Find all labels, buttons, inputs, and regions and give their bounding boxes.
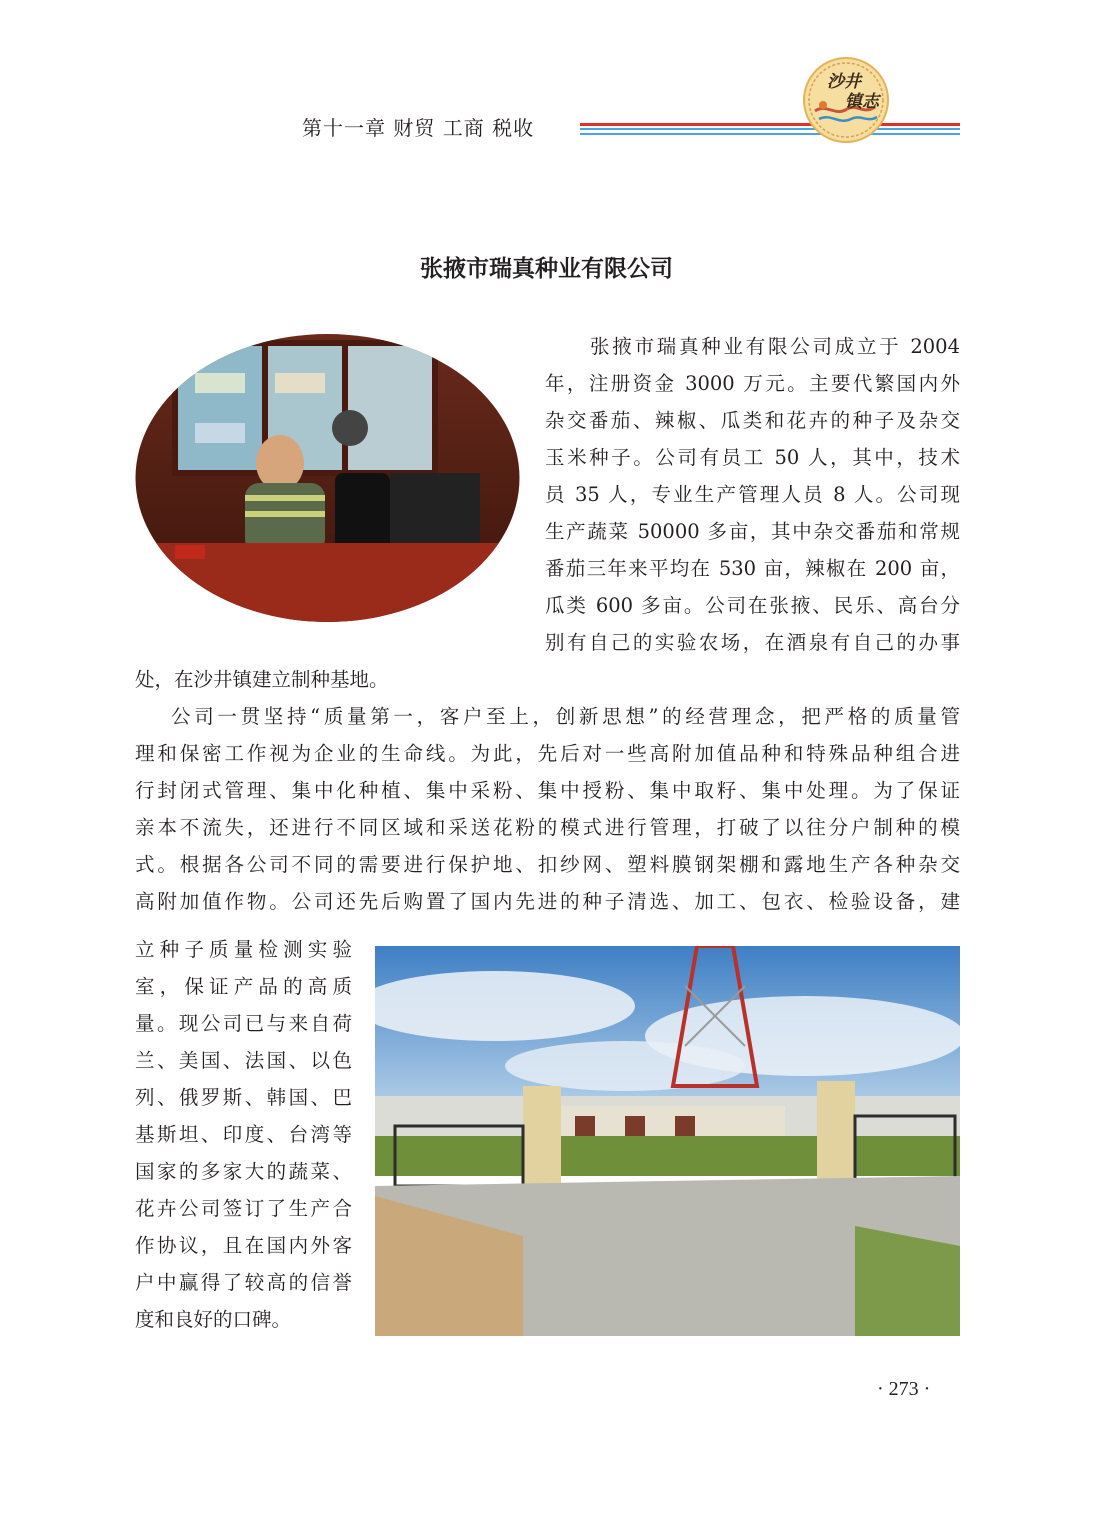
- office-photo: [135, 333, 520, 623]
- paragraph-2-line-7: 立种子质量检测实验: [135, 938, 352, 961]
- paragraph-2-line-1: 公司一贯坚持“质量第一，客户至上，创新思想”的经营理念，把严格的质量管: [171, 705, 960, 728]
- paragraph-1-line-4: 玉米种子。公司有员工 50 人，其中，技术: [545, 446, 960, 469]
- company-gate-photo: [375, 946, 960, 1336]
- paragraph-2-line-10: 兰、美国、法国、以色: [135, 1049, 352, 1072]
- paragraph-1-line-6: 生产蔬菜 50000 多亩，其中杂交番茄和常规: [545, 520, 960, 543]
- paragraph-1-line-3: 杂交番茄、辣椒、瓜类和花卉的种子及杂交: [545, 409, 960, 432]
- paragraph-1-line-5: 员 35 人，专业生产管理人员 8 人。公司现: [545, 483, 960, 506]
- paragraph-2-line-13: 国家的多家大的蔬菜、: [135, 1160, 352, 1183]
- paragraph-2-line-15: 作协议，且在国内外客: [135, 1234, 352, 1257]
- chapter-header: 第十一章 财贸 工商 税收: [302, 116, 535, 140]
- page-number: · 273 ·: [877, 1378, 931, 1400]
- paragraph-1-line-1: 张掖市瑞真种业有限公司成立于 2004: [590, 335, 960, 358]
- paragraph-1-line-10: 处，在沙井镇建立制种基地。: [135, 668, 389, 691]
- paragraph-2-line-17: 度和良好的口碑。: [135, 1308, 292, 1331]
- paragraph-1-line-8: 瓜类 600 多亩。公司在张掖、民乐、高台分: [545, 594, 960, 617]
- header-rule-blue-lower: [580, 133, 960, 135]
- paragraph-1-line-2: 年，注册资金 3000 万元。主要代繁国内外: [545, 372, 960, 395]
- paragraph-2-line-5: 式。根据各公司不同的需要进行保护地、扣纱网、塑料膜钢架棚和露地生产各种杂交: [135, 853, 960, 876]
- header-rule-red: [580, 123, 960, 126]
- paragraph-2-line-12: 基斯坦、印度、台湾等: [135, 1123, 352, 1146]
- paragraph-2-line-4: 亲本不流失，还进行不同区域和采送花粉的模式进行管理，打破了以往分户制种的模: [135, 816, 960, 839]
- paragraph-2-line-6: 高附加值作物。公司还先后购置了国内先进的种子清选、加工、包衣、检验设备，建: [135, 890, 960, 913]
- paragraph-1-line-9: 别有自己的实验农场，在酒泉有自己的办事: [545, 631, 960, 654]
- paragraph-2-line-14: 花卉公司签订了生产合: [135, 1197, 352, 1220]
- seal-text-bottom: 镇志: [845, 92, 879, 112]
- paragraph-2-line-8: 室，保证产品的高质: [135, 975, 352, 998]
- article-title: 张掖市瑞真种业有限公司: [420, 256, 673, 282]
- gazetteer-seal-logo: [803, 57, 889, 143]
- paragraph-2-line-16: 户中赢得了较高的信誉: [135, 1271, 352, 1294]
- paragraph-2-line-11: 列、俄罗斯、韩国、巴: [135, 1086, 352, 1109]
- paragraph-2-line-2: 理和保密工作视为企业的生命线。为此，先后对一些高附加值品种和特殊品种组合进: [135, 742, 960, 765]
- seal-text-top: 沙井: [827, 72, 861, 92]
- paragraph-2-line-3: 行封闭式管理、集中化种植、集中采粉、集中授粉、集中取籽、集中处理。为了保证: [135, 779, 960, 802]
- paragraph-1-line-7: 番茄三年来平均在 530 亩，辣椒在 200 亩，: [545, 557, 960, 580]
- header-rule-blue: [580, 128, 960, 130]
- paragraph-2-line-9: 量。现公司已与来自荷: [135, 1012, 352, 1035]
